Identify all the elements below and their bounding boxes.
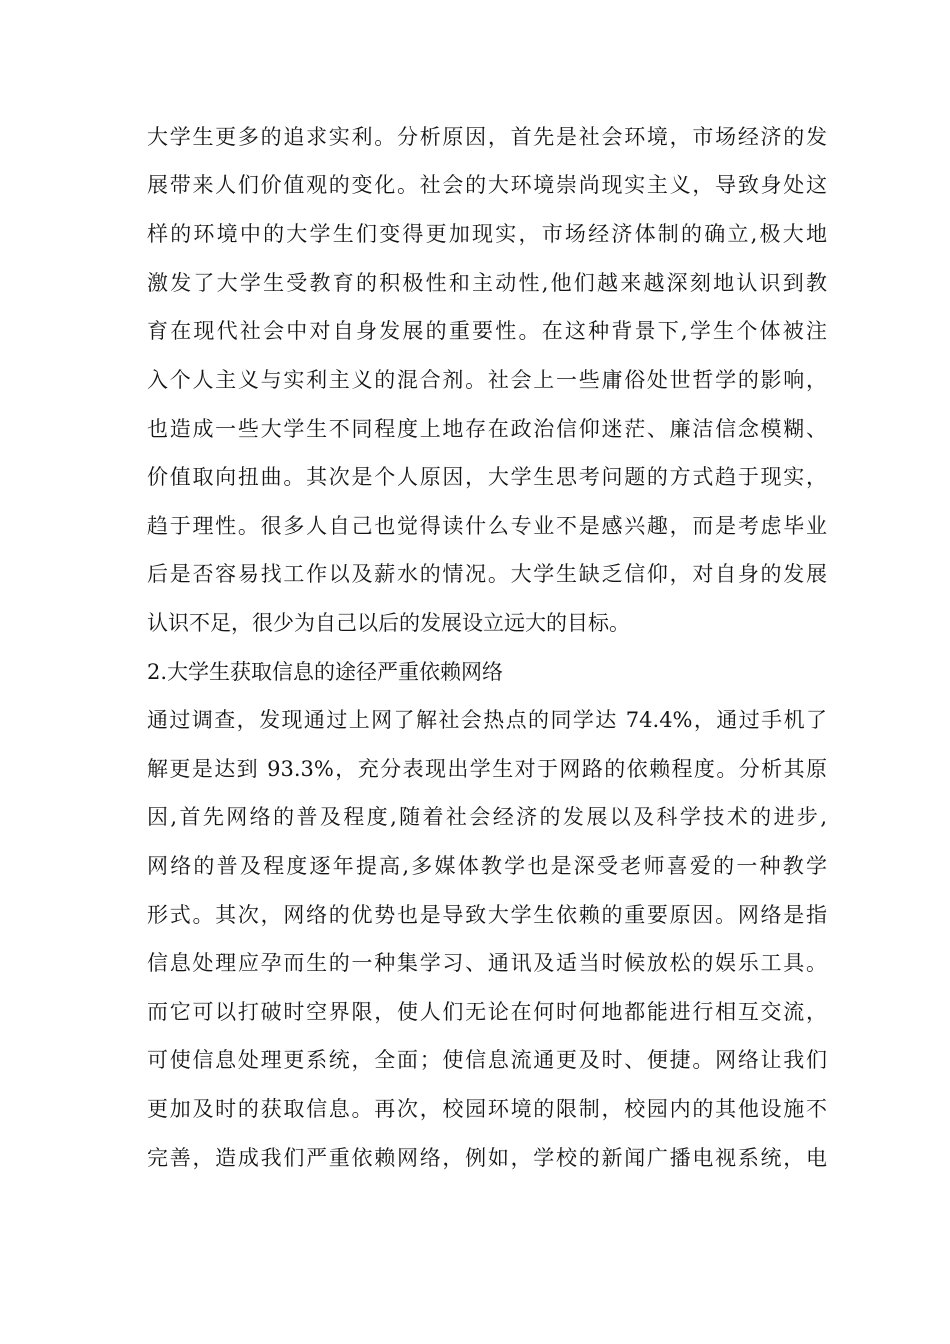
text-line: 入个人主义与实利主义的混合剂。社会上一些庸俗处世哲学的影响， [147,368,827,392]
text-line: 因,首先网络的普及程度,随着社会经济的发展以及科学技术的进步, [147,805,827,829]
text-line: 通过调查，发现通过上网了解社会热点的同学达 74.4%，通过手机了 [147,708,827,732]
text-line: 展带来人们价值观的变化。社会的大环境崇尚现实主义，导致身处这 [147,173,827,197]
text-line: 价值取向扭曲。其次是个人原因，大学生思考问题的方式趋于现实， [147,465,827,489]
text-line: 而它可以打破时空界限，使人们无论在何时何地都能进行相互交流， [147,1000,827,1024]
text-line: 大学生更多的追求实利。分析原因，首先是社会环境，市场经济的发 [147,125,827,149]
text-line: 形式。其次，网络的优势也是导致大学生依赖的重要原因。网络是指 [147,903,827,927]
text-line: 可使信息处理更系统，全面；使信息流通更及时、便捷。网络让我们 [147,1048,827,1072]
text-line: 解更是达到 93.3%，充分表现出学生对于网路的依赖程度。分析其原 [147,757,827,781]
text-line: 网络的普及程度逐年提高,多媒体教学也是深受老师喜爱的一种教学 [147,854,827,878]
text-line: 信息处理应孕而生的一种集学习、通讯及适当时候放松的娱乐工具。 [147,951,827,975]
text-line: 样的环境中的大学生们变得更加现实，市场经济体制的确立,极大地 [147,222,827,246]
text-line: 完善，造成我们严重依赖网络，例如，学校的新闻广播电视系统，电 [147,1146,827,1170]
text-line: 育在现代社会中对自身发展的重要性。在这种背景下,学生个体被注 [147,319,827,343]
text-line: 后是否容易找工作以及薪水的情况。大学生缺乏信仰，对自身的发展 [147,562,827,586]
text-line: 趋于理性。很多人自己也觉得读什么专业不是感兴趣，而是考虑毕业 [147,514,827,538]
text-line: 激发了大学生受教育的积极性和主动性,他们越来越深刻地认识到教 [147,271,827,295]
text-line: 更加及时的获取信息。再次，校园环境的限制，校园内的其他设施不 [147,1097,827,1121]
text-line: 认识不足，很少为自己以后的发展设立远大的目标。 [147,611,630,635]
text-line: 也造成一些大学生不同程度上地存在政治信仰迷茫、廉洁信念模糊、 [147,417,827,441]
section-heading: 2.大学生获取信息的途径严重依赖网络 [147,660,504,684]
